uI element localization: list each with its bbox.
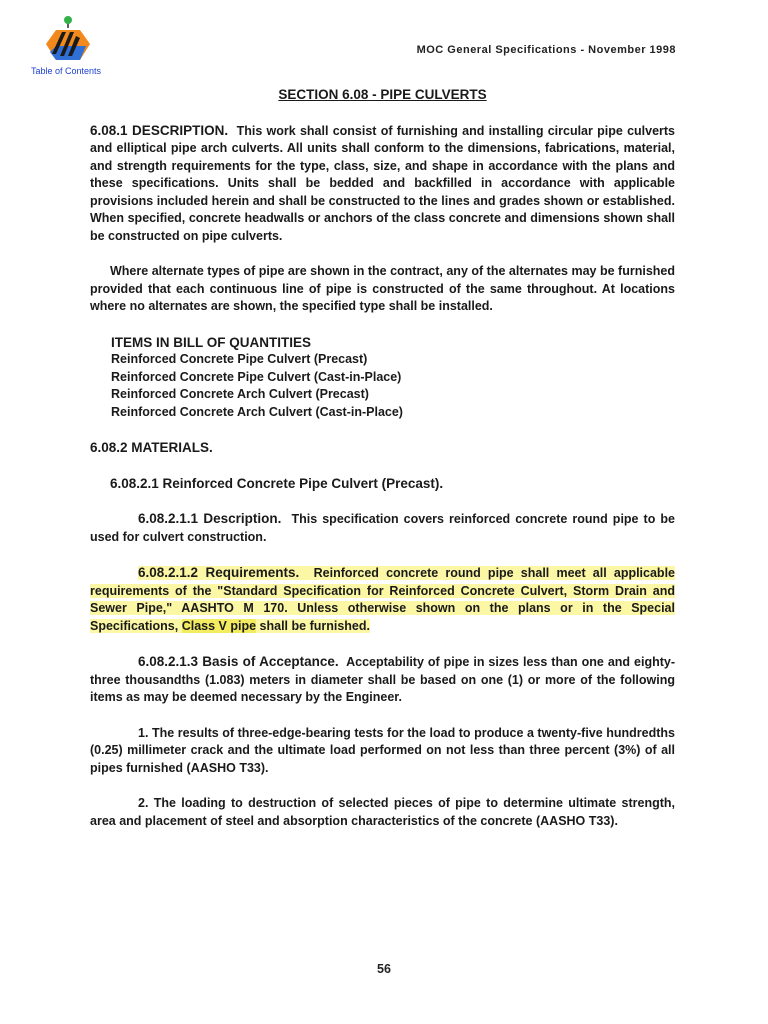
requirements-612-heading: 6.08.2.1.2 Requirements. [138,565,300,580]
list-item: Reinforced Concrete Pipe Culvert (Precast) [111,352,368,366]
description-611-text: This specification covers reinforced concrete round pipe to be used for culvert construction. [90,512,675,544]
basis-613-text: Acceptability of pipe in sizes less than one and eighty-three thousandths (1.083) meters in diameter shall be based on one (1) or more of the following items as may be deemed necessary by the Engineer. [90,655,676,704]
description-paragraph [90,122,675,246]
list-item: Reinforced Concrete Arch Culvert (Precast) [111,387,369,401]
basis-613-heading: 6.08.2.1.3 Basis of Acceptance. [138,654,339,669]
table-of-contents-link[interactable]: Table of Contents [31,66,102,76]
running-header: MOC General Specifications - November 1998 [416,44,676,56]
list-item: Reinforced Concrete Pipe Culvert (Cast-in-Place) [111,369,402,384]
test-item-1: 1. The results of three-edge-bearing tests for the load to produce a twenty-five hundredths (0.25) millimeter crack and the ultimate load performed on not less than three percent (3%) of all pipes furnished (AASHO T33). [90,725,675,775]
description-text: This work shall consist of furnishing and installing circular pipe culverts and elliptical pipe arch culverts. All units shall conform to the dimensions, fabrications, material, and strength requirements for the type, class, size, and shape in accordance with the plans and these specifications. Units shall be bedded and backfilled in accordance with applicable provisions included herein and shall be constructed to the lines and grades shown or established. When specified, concrete headwalls or anchors of the class concrete and dimensions shown shall be constructed on pipe culverts. [90,123,676,243]
requirements-612-text-end: shall be furnished. [259,618,370,633]
document-body [90,86,675,830]
test-item-2: 2. The loading to destruction of selected pieces of pipe to determine ultimate strength, area and placement of steel and absorption characteristics of the concrete (AASHO T33). [90,796,675,828]
basis-613-paragraph [90,653,675,707]
requirements-612-text: Reinforced concrete round pipe shall meet all applicable requirements of the "Standard Specification for Reinforced Concrete Culvert, Storm Drain and Sewer Pipe," AASHTO M 170. Unless otherwise shown on the plans or in the Special Specifications, [90,566,675,633]
description-611-heading: 6.08.2.1.1 Description. [138,511,282,526]
bill-of-quantities [90,334,675,422]
description-611-paragraph [90,510,675,546]
moc-logo-icon [42,14,94,64]
subsection-heading: 6.08.2.1 Reinforced Concrete Pipe Culvert (Precast). [110,475,444,491]
list-item: Reinforced Concrete Arch Culvert (Cast-in-Place) [111,404,403,419]
alternates-paragraph: Where alternate types of pipe are shown in the contract, any of the alternates may be furnished provided that each continuous line of pipe is constructed of the same throughout. At locations where no alternates are shown, the specified type shall be installed. [90,264,675,313]
description-heading: 6.08.1 DESCRIPTION. [90,122,229,138]
section-title: SECTION 6.08 - PIPE CULVERTS [278,87,487,102]
requirements-612-paragraph [90,564,675,635]
class-v-pipe-highlight: Class V pipe [181,618,257,633]
bill-of-quantities-heading: ITEMS IN BILL OF QUANTITIES [111,334,312,350]
materials-heading: 6.08.2 MATERIALS. [90,440,213,455]
page-number: 56 [377,962,391,976]
